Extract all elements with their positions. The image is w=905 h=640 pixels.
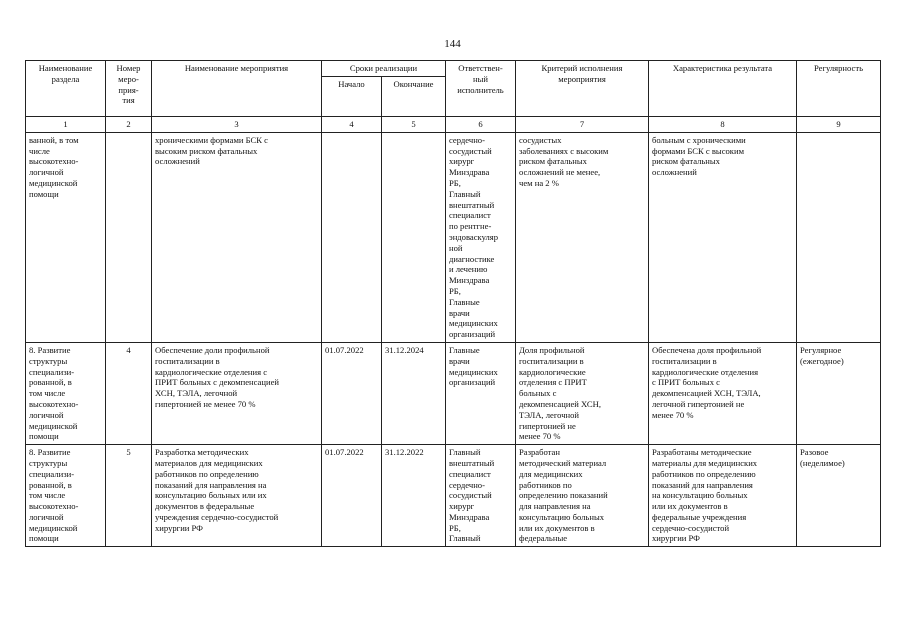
cell-start: 01.07.2022 (322, 342, 382, 444)
column-number: 4 (322, 116, 382, 132)
header-result: Характеристика результата (649, 61, 797, 117)
cell-number: 4 (106, 342, 152, 444)
header-end: Окончание (382, 76, 446, 116)
header-measure-name: Наименование мероприятия (152, 61, 322, 117)
page-number: 144 (444, 38, 461, 50)
cell-start: 01.07.2022 (322, 445, 382, 547)
cell-result: больным с хроническими формами БСК с высоким риском фатальных осложнений (649, 132, 797, 342)
column-number: 9 (797, 116, 881, 132)
header-measure-no: Номер меро- прия- тия (106, 61, 152, 117)
cell-measure-name: Разработка методических материалов для медицинских работников по определению показаний для направления на консультацию больных или их документов в федеральные учреждения сердечно-сосудистой хирургии РФ (152, 445, 322, 547)
column-number: 6 (446, 116, 516, 132)
cell-number (106, 132, 152, 342)
column-number: 3 (152, 116, 322, 132)
cell-criterion: сосудистых заболеваниях с высоким риском фатальных осложнений не менее, чем на 2 % (516, 132, 649, 342)
header-section: Наименование раздела (26, 61, 106, 117)
cell-responsible: сердечно- сосудистый хирург Минздрава РБ, Главный внештатный специалист по рентгне- эндоваскуляр ной диагностике и лечению Минздрава РБ, Главные врачи медицинских организаций (446, 132, 516, 342)
cell-responsible: Главные врачи медицинских организаций (446, 342, 516, 444)
cell-start (322, 132, 382, 342)
cell-responsible: Главный внештатный специалист сердечно- сосудистый хирург Минздрава РБ, Главный (446, 445, 516, 547)
table-row (26, 342, 881, 444)
cell-regularity (797, 132, 881, 342)
table-row (26, 132, 881, 342)
cell-section: 8. Развитие структуры специализи- рованной, в том числе высокотехно- логичной медицинской помощи (26, 342, 106, 444)
column-number: 7 (516, 116, 649, 132)
cell-measure-name: хроническими формами БСК с высоким риском фатальных осложнений (152, 132, 322, 342)
cell-criterion: Разработан методический материал для медицинских работников по определению показаний для направления на консультацию больных или их документов в федеральные (516, 445, 649, 547)
header-responsible: Ответствен- ный исполнитель (446, 61, 516, 117)
column-number: 1 (26, 116, 106, 132)
column-number: 2 (106, 116, 152, 132)
cell-criterion: Доля профильной госпитализации в кардиологические отделения с ПРИТ больных с декомпенсацией ХСН, ТЭЛА, легочной гипертонией не менее 70 % (516, 342, 649, 444)
header-start: Начало (322, 76, 382, 116)
cell-result: Обеспечена доля профильной госпитализации в кардиологические отделения с ПРИТ больных с декомпенсацией ХСН, ТЭЛА, легочной гипертонией не менее 70 % (649, 342, 797, 444)
column-number-row (26, 116, 881, 132)
cell-regularity: Регулярное (ежегодное) (797, 342, 881, 444)
table-row (26, 445, 881, 547)
cell-section: 8. Развитие структуры специализи- рованной, в том числе высокотехно- логичной медицинской помощи (26, 445, 106, 547)
cell-result: Разработаны методические материалы для медицинских работников по определению показаний для направления на консультацию больных или их документов в федеральные учреждения сердечно-сосудистой хирургии РФ (649, 445, 797, 547)
cell-end: 31.12.2022 (382, 445, 446, 547)
measures-table (25, 60, 881, 547)
cell-measure-name: Обеспечение доли профильной госпитализации в кардиологические отделения с ПРИТ больных с декомпенсацией ХСН, ТЭЛА, легочной гипертонией не менее 70 % (152, 342, 322, 444)
cell-end: 31.12.2024 (382, 342, 446, 444)
header-criterion: Критерий исполнения мероприятия (516, 61, 649, 117)
cell-regularity: Разовое (неделимое) (797, 445, 881, 547)
column-number: 8 (649, 116, 797, 132)
cell-number: 5 (106, 445, 152, 547)
cell-end (382, 132, 446, 342)
cell-section: ванной, в том числе высокотехно- логичной медицинской помощи (26, 132, 106, 342)
column-number: 5 (382, 116, 446, 132)
header-row (26, 61, 881, 77)
header-terms: Сроки реализации (322, 61, 446, 77)
header-regularity: Регулярность (797, 61, 881, 117)
